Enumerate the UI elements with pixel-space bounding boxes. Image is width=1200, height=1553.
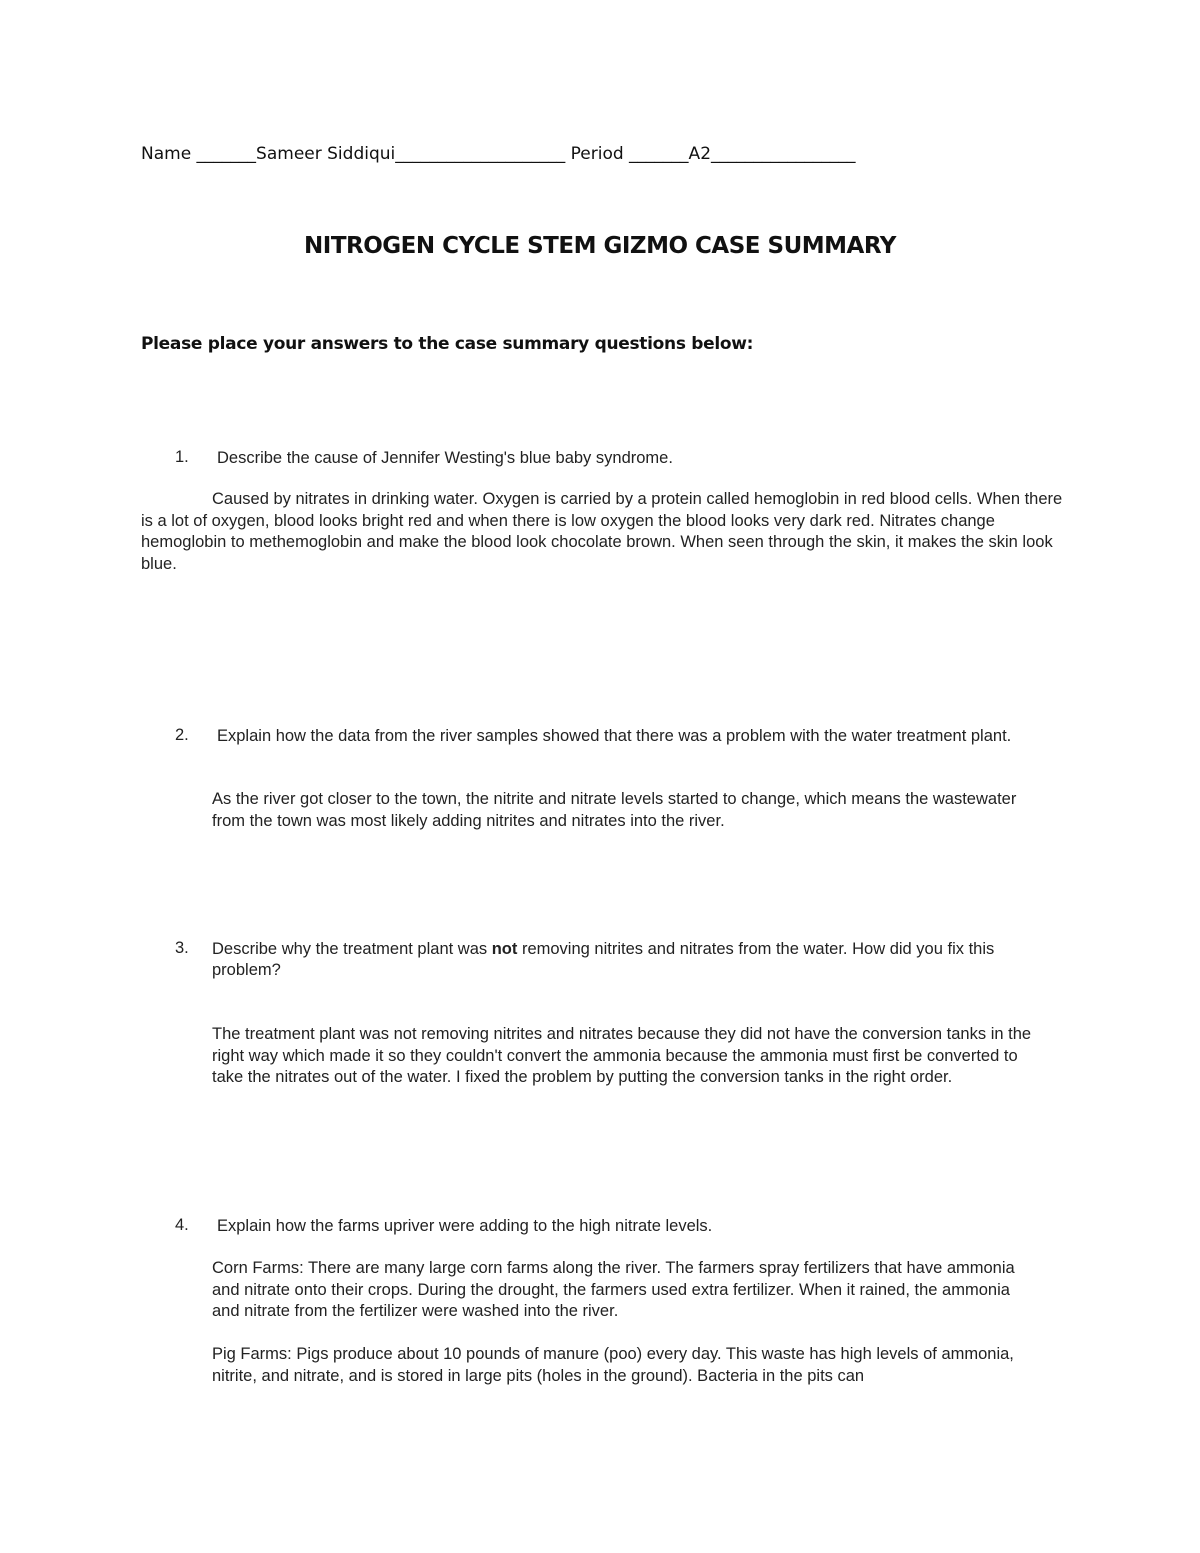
question-1-text: Describe the cause of Jennifer Westing's blue baby syndrome. — [217, 449, 673, 467]
answer-1: Caused by nitrates in drinking water. Oxygen is carried by a protein called hemoglobin in red blood cells. When there is a lot of oxygen, blood looks bright red and when there is low oxygen the blood looks very dark red. Nitrates change hemoglobin to methemoglobin and make the blood look chocolate brown. When seen through the skin, it makes the skin look blue. — [141, 490, 1063, 573]
question-3-text-after: removing nitrites and nitrates from the water. How did you fix this problem? — [212, 940, 995, 979]
answer-4-corn-farms: Corn Farms: There are many large corn farms along the river. The farmers spray fertilizers that have ammonia and nitrate onto their crops. During the drought, the farmers used extra fertilizer. When it rained, the ammonia and nitrate from the fertilizer were washed into the river. — [212, 1259, 1015, 1320]
question-4-number: 4. — [175, 1216, 189, 1234]
answer-4-pig-farms: Pig Farms: Pigs produce about 10 pounds of manure (poo) every day. This waste has high levels of ammonia, nitrite, and nitrate, and is stored in large pits (holes in the ground). Bacteria in the pits can — [212, 1345, 1014, 1385]
question-4-text: Explain how the farms upriver were adding to the high nitrate levels. — [217, 1217, 713, 1235]
question-3-text-bold: not — [491, 940, 518, 958]
answer-2: As the river got closer to the town, the nitrite and nitrate levels started to change, which means the wastewater from the town was most likely adding nitrites and nitrates into the river. — [212, 790, 1017, 830]
question-1-number: 1. — [175, 448, 189, 466]
document-title: NITROGEN CYCLE STEM GIZMO CASE SUMMARY — [304, 233, 896, 259]
name-period-line: Name _______Sameer Siddiqui____________________ Period _______A2_________________ — [141, 144, 856, 164]
question-3-number: 3. — [175, 939, 189, 957]
question-3-text — [212, 939, 1012, 981]
instructions: Please place your answers to the case summary questions below: — [141, 334, 754, 354]
question-2-number: 2. — [175, 726, 189, 744]
answer-3: The treatment plant was not removing nitrites and nitrates because they did not have the conversion tanks in the right way which made it so they couldn't convert the ammonia because the ammonia must first be converted to take the nitrates out of the water. I fixed the problem by putting the conversion tanks in the right order. — [212, 1025, 1032, 1086]
question-2-text: Explain how the data from the river samples showed that there was a problem with the water treatment plant. — [217, 727, 1012, 745]
question-3-text-before: Describe why the treatment plant was — [212, 940, 492, 958]
